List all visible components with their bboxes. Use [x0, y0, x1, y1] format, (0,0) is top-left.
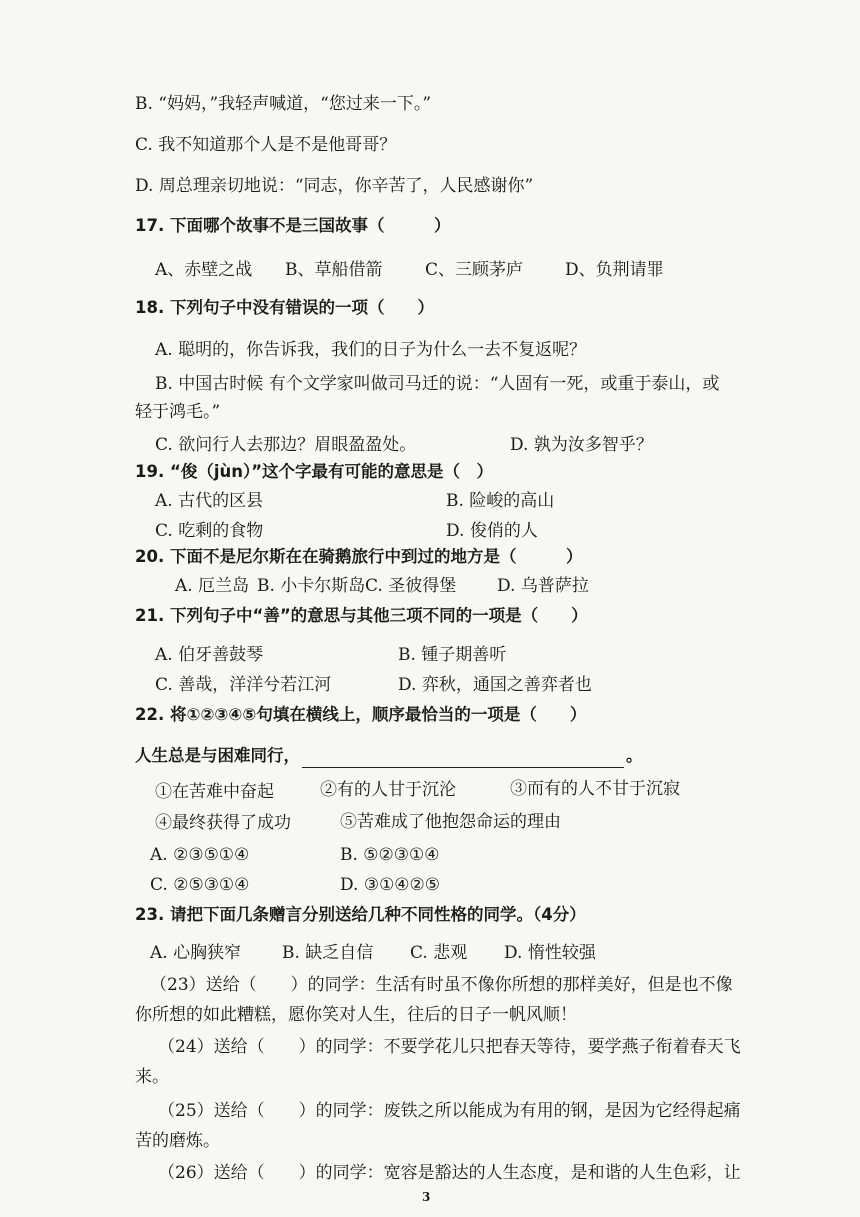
q19-option-c: C. 吃剩的食物 [155, 521, 264, 541]
q21-option-c: C. 善哉，洋洋兮若江河 [155, 675, 332, 695]
q19-option-a: A. 古代的区县 [155, 491, 264, 511]
q21-option-d: D. 弈秋，通国之善弈者也 [398, 675, 592, 695]
q21-option-a: A. 伯牙善鼓琴 [155, 645, 264, 665]
question-23: 23. 请把下面几条赠言分别送给几种不同性格的同学。（4分） [135, 905, 586, 924]
q20-option-b: B. 小卡尔斯岛 [257, 576, 366, 596]
q22-sentence-2: ②有的人甘于沉沦 [320, 780, 456, 800]
q23-item-25: （25）送给（ ）的同学：废铁之所以能成为有用的钢，是因为它经得起痛 [158, 1101, 741, 1121]
option-line: B. “妈妈，”我轻声喊道，“您过来一下。” [135, 94, 432, 114]
q19-option-d: D. 俊俏的人 [446, 521, 538, 541]
q17-option-c: C、三顾茅庐 [425, 260, 524, 280]
q22-sentence-1: ①在苦难中奋起 [155, 782, 274, 802]
q22-stem-text: 人生总是与困难同行， [135, 746, 300, 765]
q22-option-a: A. ②③⑤①④ [150, 845, 250, 865]
option-line: D. 周总理亲切地说：“同志，你辛苦了，人民感谢你” [135, 176, 534, 196]
q22-option-b: B. ⑤②③①④ [340, 845, 440, 865]
question-18: 18. 下列句子中没有错误的一项（ ） [135, 298, 434, 317]
question-20: 20. 下面不是尼尔斯在在骑鹅旅行中到过的地方是（ ） [135, 547, 583, 566]
q18-option-d: D. 孰为汝多智乎？ [510, 435, 653, 455]
q23-item-24-cont: 来。 [135, 1067, 169, 1087]
question-19: 19. “俊（jùn）”这个字最有可能的意思是（ ） [135, 462, 494, 481]
question-17: 17. 下面哪个故事不是三国故事（ ） [135, 216, 451, 235]
q20-option-a: A. 厄兰岛 [175, 576, 250, 596]
q18-option-c: C. 欲问行人去那边？眉眼盈盈处。 [155, 435, 417, 455]
q23-option-b: B. 缺乏自信 [282, 943, 374, 963]
q22-option-d: D. ③①④②⑤ [340, 875, 441, 895]
q17-option-a: A、赤壁之战 [155, 260, 253, 280]
question-21: 21. 下列句子中“善”的意思与其他三项不同的一项是（ ） [135, 606, 588, 625]
q23-item-25-cont: 苦的磨炼。 [135, 1131, 220, 1151]
q20-option-c: C. 圣彼得堡 [365, 576, 457, 596]
question-22: 22. 将①②③④⑤句填在横线上，顺序最恰当的一项是（ ） [135, 705, 587, 724]
q22-sentence-3: ③而有的人不甘于沉寂 [510, 779, 680, 799]
q23-item-26: （26）送给（ ）的同学：宽容是豁达的人生态度，是和谐的人生色彩，让 [158, 1163, 741, 1183]
q23-item-23: （23）送给（ ）的同学：生活有时虽不像你所想的那样美好，但是也不像 [150, 975, 733, 995]
q22-stem-end: 。 [626, 746, 643, 765]
q18-option-b: B. 中国古时候 有个文学家叫做司马迁的说：“人固有一死，或重于泰山，或 [155, 374, 720, 394]
page-number: 3 [422, 1190, 431, 1204]
q23-option-d: D. 惰性较强 [504, 943, 596, 963]
q22-sentence-4: ④最终获得了成功 [155, 813, 291, 833]
q22-stem [135, 744, 643, 768]
q23-option-a: A. 心胸狭窄 [150, 943, 242, 963]
q22-option-c: C. ②⑤③①④ [150, 875, 250, 895]
q21-option-b: B. 锺子期善听 [398, 645, 507, 665]
q23-item-23-cont: 你所想的如此糟糕，愿你笑对人生，往后的日子一帆风顺！ [135, 1005, 577, 1025]
q20-option-d: D. 乌普萨拉 [497, 576, 589, 596]
q17-option-d: D、负荆请罪 [565, 260, 664, 280]
q17-option-b: B、草船借箭 [285, 260, 383, 280]
q23-options [150, 941, 596, 965]
option-line: C. 我不知道那个人是不是他哥哥？ [135, 135, 397, 155]
q23-item-24: （24）送给（ ）的同学：不要学花儿只把春天等待，要学燕子衔着春天飞 [158, 1037, 741, 1057]
q22-sentence-5: ⑤苦难成了他抱怨命运的理由 [340, 812, 561, 832]
q17-options [155, 258, 664, 282]
q18-option-a: A. 聪明的，你告诉我，我们的日子为什么一去不复返呢？ [155, 340, 587, 360]
q20-options [175, 574, 589, 598]
q19-option-b: B. 险峻的高山 [446, 491, 555, 511]
answer-blank [302, 751, 624, 768]
q18-option-b-cont: 轻于鸿毛。” [135, 402, 221, 422]
q23-option-c: C. 悲观 [410, 943, 468, 963]
